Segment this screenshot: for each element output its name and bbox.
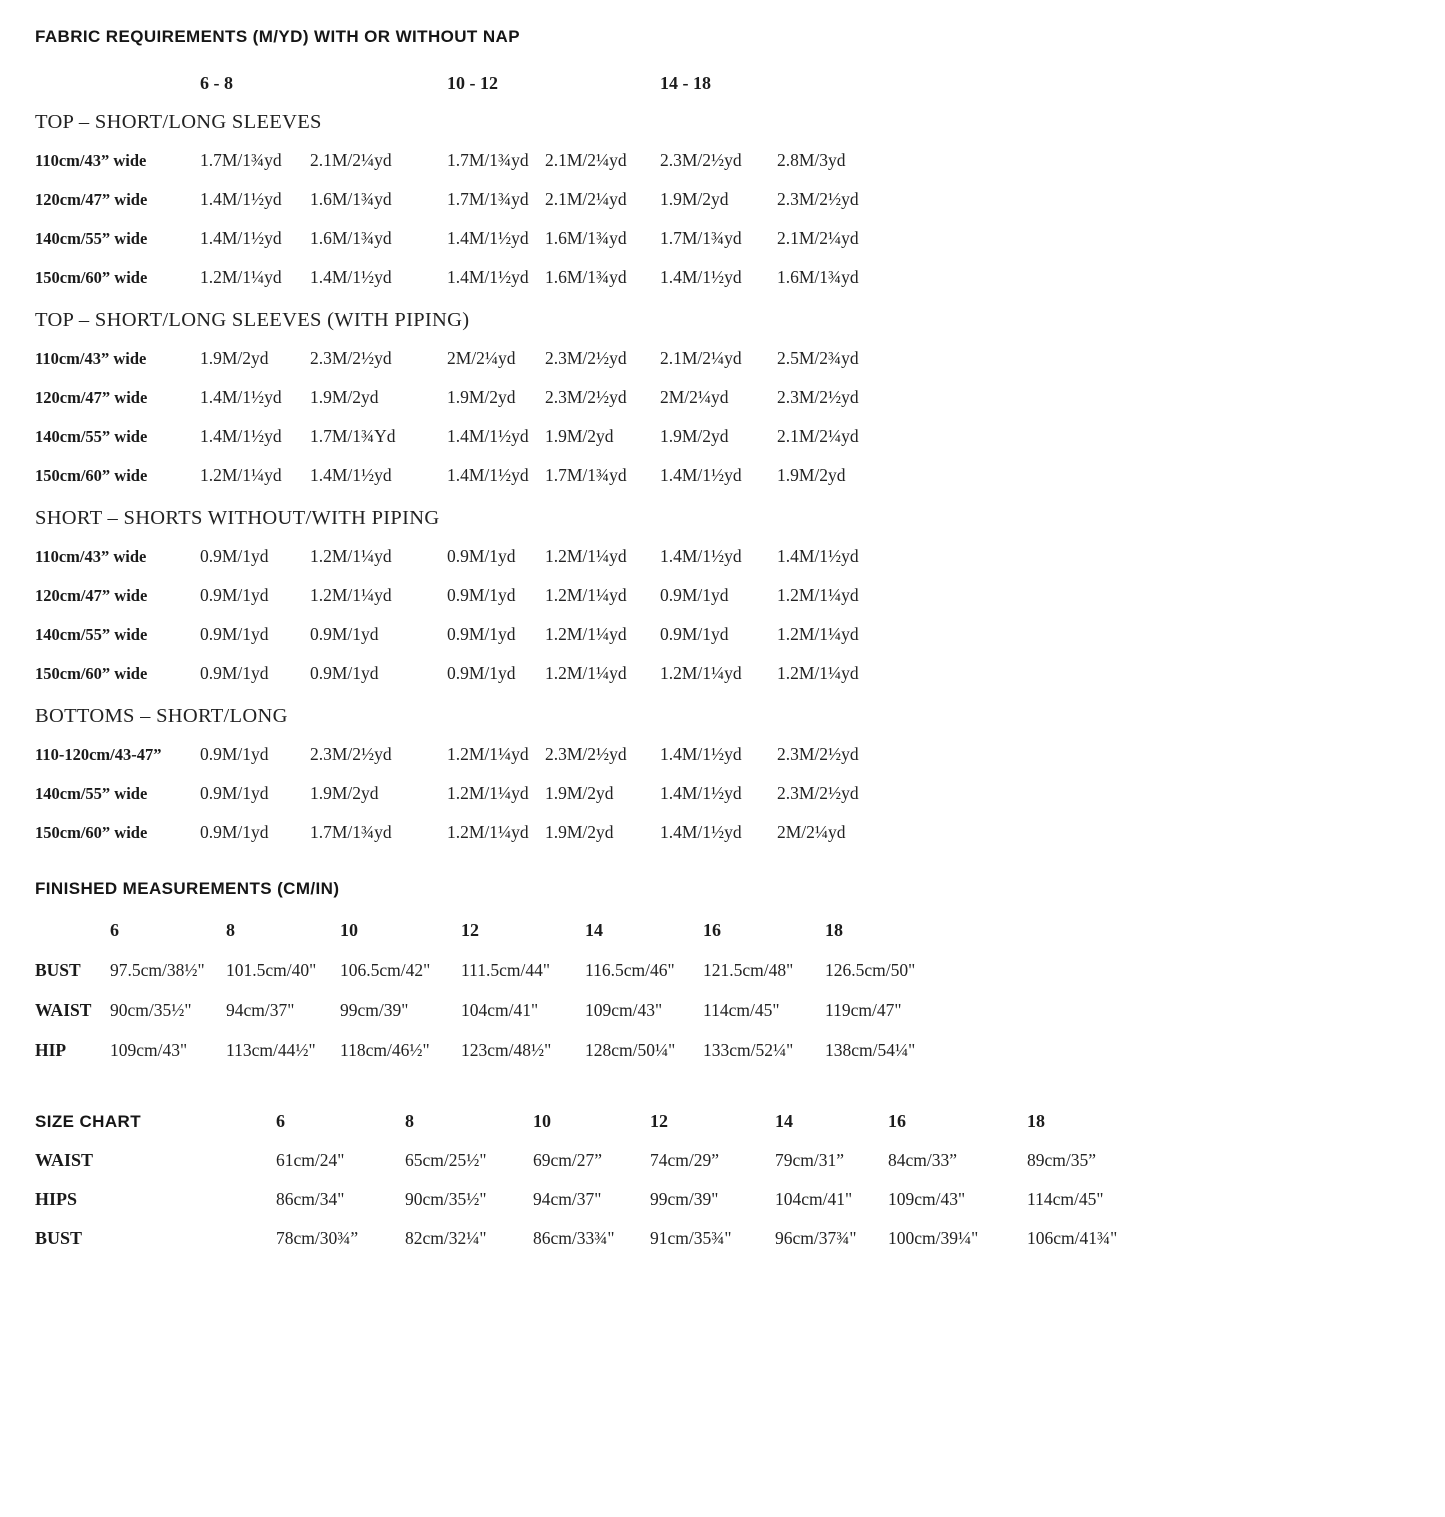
fabric-cell: 0.9M/1yd — [447, 585, 516, 605]
size-chart-header-row — [35, 1102, 1445, 1141]
size-chart-row-label: WAIST — [35, 1150, 94, 1170]
fabric-cell: 2.1M/2¼yd — [777, 426, 859, 446]
fabric-requirements-table — [35, 103, 1445, 852]
size-chart-size-label: 12 — [650, 1111, 668, 1131]
fabric-row-label: 150cm/60” wide — [35, 663, 148, 683]
fabric-cell: 0.9M/1yd — [200, 822, 269, 842]
fabric-cell: 1.4M/1½yd — [777, 546, 859, 566]
fabric-cell: 0.9M/1yd — [447, 624, 516, 644]
size-chart-size-label: 18 — [1027, 1111, 1045, 1131]
fabric-cell: 1.7M/1¾yd — [660, 228, 742, 248]
fm-cell: 116.5cm/46" — [585, 959, 675, 980]
fm-cell: 121.5cm/48" — [703, 959, 794, 980]
fm-cell: 123cm/48½" — [461, 1039, 552, 1060]
fabric-cell: 0.9M/1yd — [447, 546, 516, 566]
fabric-cell: 2.3M/2½yd — [310, 744, 392, 764]
fabric-row — [35, 654, 1445, 693]
fabric-cell: 1.4M/1½yd — [310, 465, 392, 485]
fabric-row-label: 110cm/43” wide — [35, 150, 147, 170]
size-chart-cell: 96cm/37¾" — [775, 1228, 857, 1248]
size-chart-cell: 61cm/24" — [276, 1150, 345, 1170]
fabric-cell: 1.7M/1¾yd — [200, 150, 282, 170]
fabric-cell: 0.9M/1yd — [310, 624, 379, 644]
fm-cell: 99cm/39" — [340, 999, 409, 1020]
fm-row — [35, 950, 1445, 990]
fabric-cell: 1.2M/1¼yd — [545, 585, 627, 605]
fabric-cell: 2.3M/2½yd — [777, 744, 859, 764]
fabric-cell: 1.9M/2yd — [545, 822, 614, 842]
fabric-cell: 2.1M/2¼yd — [777, 228, 859, 248]
fabric-cell: 2.3M/2½yd — [777, 783, 859, 803]
fabric-row-label: 120cm/47” wide — [35, 387, 148, 407]
fabric-row-label: 150cm/60” wide — [35, 822, 148, 842]
fabric-requirements-title: FABRIC REQUIREMENTS (M/YD) WITH OR WITHOUT NAP — [35, 27, 520, 46]
fabric-cell: 0.9M/1yd — [447, 663, 516, 683]
fabric-cell: 1.2M/1¼yd — [660, 663, 742, 683]
fm-row — [35, 1030, 1445, 1070]
fabric-row — [35, 813, 1445, 852]
fm-row — [35, 990, 1445, 1030]
fabric-row — [35, 258, 1445, 297]
fabric-row-label: 140cm/55” wide — [35, 426, 148, 446]
fabric-cell: 1.9M/2yd — [310, 387, 379, 407]
size-chart-row — [35, 1141, 1445, 1180]
fm-cell: 118cm/46½" — [340, 1039, 430, 1060]
fabric-cell: 2.3M/2½yd — [310, 348, 392, 368]
size-chart-cell: 91cm/35¾" — [650, 1228, 732, 1248]
fabric-cell: 1.4M/1½yd — [200, 189, 282, 209]
size-chart-cell: 114cm/45" — [1027, 1189, 1104, 1209]
size-chart-row — [35, 1219, 1445, 1258]
fabric-row-label: 120cm/47” wide — [35, 585, 148, 605]
fabric-row-label: 110cm/43” wide — [35, 546, 147, 566]
fm-cell: 106.5cm/42" — [340, 959, 431, 980]
fabric-cell: 1.9M/2yd — [545, 783, 614, 803]
size-chart-size-label: 8 — [405, 1111, 414, 1131]
size-chart-title: SIZE CHART — [35, 1111, 141, 1131]
fabric-section-title: SHORT – SHORTS WITHOUT/WITH PIPING — [35, 506, 440, 529]
fabric-row — [35, 219, 1445, 258]
fm-cell: 138cm/54¼" — [825, 1039, 916, 1060]
fabric-cell: 0.9M/1yd — [200, 663, 269, 683]
fm-size-label: 14 — [585, 919, 603, 940]
fabric-cell: 1.4M/1½yd — [447, 465, 529, 485]
fabric-cell: 2.3M/2½yd — [545, 387, 627, 407]
fabric-row — [35, 615, 1445, 654]
fabric-cell: 1.2M/1¼yd — [447, 744, 529, 764]
fabric-cell: 1.2M/1¼yd — [447, 783, 529, 803]
fabric-cell: 2.1M/2¼yd — [545, 150, 627, 170]
fabric-cell: 1.2M/1¼yd — [777, 585, 859, 605]
fabric-cell: 1.9M/2yd — [200, 348, 269, 368]
fabric-cell: 1.7M/1¾yd — [447, 150, 529, 170]
size-chart-cell: 84cm/33” — [888, 1150, 958, 1170]
fm-sizes-header-row — [35, 910, 1445, 950]
fabric-cell: 1.7M/1¾yd — [310, 822, 392, 842]
fabric-size-group-header-row — [35, 64, 1445, 103]
fabric-cell: 1.9M/2yd — [310, 783, 379, 803]
finished-measurements-title: FINISHED MEASUREMENTS (CM/IN) — [35, 879, 340, 898]
size-group-10-12: 10 - 12 — [447, 73, 498, 93]
fabric-cell: 1.2M/1¼yd — [545, 663, 627, 683]
size-chart-size-label: 6 — [276, 1111, 285, 1131]
fabric-row — [35, 339, 1445, 378]
fm-size-label: 10 — [340, 919, 358, 940]
fabric-row-label: 110cm/43” wide — [35, 348, 147, 368]
fm-cell: 133cm/52¼" — [703, 1039, 794, 1060]
fabric-cell: 1.9M/2yd — [660, 189, 729, 209]
size-chart-cell: 78cm/30¾” — [276, 1228, 359, 1248]
fm-cell: 109cm/43" — [585, 999, 663, 1020]
fabric-cell: 1.4M/1½yd — [200, 228, 282, 248]
size-chart-cell: 82cm/32¼" — [405, 1228, 487, 1248]
fabric-row — [35, 417, 1445, 456]
fabric-cell: 1.6M/1¾yd — [545, 228, 627, 248]
fabric-cell: 1.4M/1½yd — [660, 822, 742, 842]
fabric-cell: 2.3M/2½yd — [545, 348, 627, 368]
fabric-row — [35, 735, 1445, 774]
fabric-cell: 1.7M/1¾yd — [545, 465, 627, 485]
size-chart-size-label: 14 — [775, 1111, 793, 1131]
fabric-section-title: BOTTOMS – SHORT/LONG — [35, 704, 288, 727]
fabric-cell: 1.6M/1¾yd — [545, 267, 627, 287]
fm-cell: 104cm/41" — [461, 999, 539, 1020]
size-chart-cell: 69cm/27” — [533, 1150, 603, 1170]
fabric-cell: 1.2M/1¼yd — [200, 465, 282, 485]
fabric-cell: 1.4M/1½yd — [200, 426, 282, 446]
fabric-cell: 2.3M/2½yd — [545, 744, 627, 764]
fabric-cell: 1.9M/2yd — [545, 426, 614, 446]
fabric-cell: 1.6M/1¾yd — [310, 189, 392, 209]
fabric-cell: 1.9M/2yd — [777, 465, 846, 485]
fabric-cell: 1.2M/1¼yd — [310, 546, 392, 566]
fabric-row — [35, 378, 1445, 417]
fabric-row — [35, 774, 1445, 813]
fabric-cell: 0.9M/1yd — [310, 663, 379, 683]
fabric-cell: 2.3M/2½yd — [777, 387, 859, 407]
size-chart-row — [35, 1180, 1445, 1219]
fabric-cell: 1.2M/1¼yd — [447, 822, 529, 842]
fabric-cell: 2.3M/2½yd — [660, 150, 742, 170]
fabric-cell: 0.9M/1yd — [200, 585, 269, 605]
size-chart-row-label: BUST — [35, 1228, 83, 1248]
fabric-cell: 2M/2¼yd — [660, 387, 729, 407]
size-chart-cell: 99cm/39" — [650, 1189, 719, 1209]
fabric-row — [35, 456, 1445, 495]
fm-cell: 114cm/45" — [703, 999, 780, 1020]
size-chart-cell: 74cm/29” — [650, 1150, 720, 1170]
fabric-cell: 0.9M/1yd — [200, 624, 269, 644]
fm-cell: 90cm/35½" — [110, 999, 192, 1020]
fabric-row — [35, 537, 1445, 576]
fabric-cell: 1.7M/1¾Yd — [310, 426, 396, 446]
size-chart-cell: 100cm/39¼" — [888, 1228, 979, 1248]
fabric-cell: 2.3M/2½yd — [777, 189, 859, 209]
fabric-row-label: 150cm/60” wide — [35, 267, 148, 287]
size-chart-cell: 90cm/35½" — [405, 1189, 487, 1209]
fabric-cell: 1.4M/1½yd — [660, 267, 742, 287]
fm-cell: 119cm/47" — [825, 999, 902, 1020]
fabric-cell: 1.9M/2yd — [660, 426, 729, 446]
fabric-section-title: TOP – SHORT/LONG SLEEVES (WITH PIPING) — [35, 308, 470, 331]
fabric-cell: 2.1M/2¼yd — [545, 189, 627, 209]
fabric-cell: 0.9M/1yd — [200, 744, 269, 764]
fm-cell: 109cm/43" — [110, 1039, 188, 1060]
size-chart-cell: 94cm/37" — [533, 1189, 602, 1209]
fabric-cell: 2.8M/3yd — [777, 150, 846, 170]
fabric-cell: 1.4M/1½yd — [447, 426, 529, 446]
fabric-row — [35, 141, 1445, 180]
fabric-cell: 0.9M/1yd — [200, 783, 269, 803]
size-chart-cell: 106cm/41¾" — [1027, 1228, 1118, 1248]
fabric-row-label: 140cm/55” wide — [35, 624, 148, 644]
finished-measurements-table — [35, 910, 1445, 1070]
size-chart-cell: 79cm/31” — [775, 1150, 845, 1170]
fabric-cell: 2.5M/2¾yd — [777, 348, 859, 368]
size-group-6-8: 6 - 8 — [200, 73, 233, 93]
finished-measurements-block — [35, 878, 1445, 1070]
fabric-cell: 1.7M/1¾yd — [447, 189, 529, 209]
fm-row-label: WAIST — [35, 999, 92, 1020]
fm-size-label: 8 — [226, 919, 235, 940]
size-chart-cell: 109cm/43" — [888, 1189, 966, 1209]
fabric-cell: 1.4M/1½yd — [660, 465, 742, 485]
size-chart-cell: 89cm/35” — [1027, 1150, 1097, 1170]
fabric-cell: 1.2M/1¼yd — [545, 624, 627, 644]
size-chart-table — [35, 1102, 1445, 1258]
fabric-cell: 1.4M/1½yd — [447, 228, 529, 248]
fm-cell: 126.5cm/50" — [825, 959, 916, 980]
fm-row-label: BUST — [35, 959, 81, 980]
fm-size-label: 12 — [461, 919, 479, 940]
fabric-cell: 1.4M/1½yd — [660, 546, 742, 566]
fabric-row-label: 140cm/55” wide — [35, 783, 148, 803]
fabric-section-title: TOP – SHORT/LONG SLEEVES — [35, 110, 322, 133]
fabric-cell: 1.4M/1½yd — [660, 744, 742, 764]
size-chart-cell: 104cm/41" — [775, 1189, 853, 1209]
fabric-row-label: 110-120cm/43-47” — [35, 744, 162, 764]
fm-row-label: HIP — [35, 1039, 67, 1060]
fm-cell: 101.5cm/40" — [226, 959, 317, 980]
size-chart-block — [35, 1102, 1445, 1258]
fabric-row-label: 150cm/60” wide — [35, 465, 148, 485]
fabric-cell: 2M/2¼yd — [777, 822, 846, 842]
fabric-cell: 1.2M/1¼yd — [200, 267, 282, 287]
fabric-cell: 2M/2¼yd — [447, 348, 516, 368]
fabric-cell: 1.2M/1¼yd — [777, 624, 859, 644]
fm-size-label: 18 — [825, 919, 843, 940]
fabric-cell: 1.4M/1½yd — [447, 267, 529, 287]
fm-cell: 128cm/50¼" — [585, 1039, 676, 1060]
fm-size-label: 6 — [110, 919, 119, 940]
fabric-cell: 0.9M/1yd — [200, 546, 269, 566]
fm-cell: 94cm/37" — [226, 999, 295, 1020]
fabric-cell: 1.6M/1¾yd — [310, 228, 392, 248]
size-chart-size-label: 16 — [888, 1111, 906, 1131]
fabric-row-label: 140cm/55” wide — [35, 228, 148, 248]
size-chart-cell: 86cm/34" — [276, 1189, 345, 1209]
fabric-cell: 1.2M/1¼yd — [777, 663, 859, 683]
fabric-cell: 1.2M/1¼yd — [310, 585, 392, 605]
size-chart-row-label: HIPS — [35, 1189, 78, 1209]
fabric-cell: 1.4M/1½yd — [660, 783, 742, 803]
fabric-cell: 2.1M/2¼yd — [660, 348, 742, 368]
fabric-cell: 1.9M/2yd — [447, 387, 516, 407]
fabric-cell: 2.1M/2¼yd — [310, 150, 392, 170]
fabric-cell: 1.4M/1½yd — [200, 387, 282, 407]
fabric-cell: 0.9M/1yd — [660, 585, 729, 605]
fabric-cell: 0.9M/1yd — [660, 624, 729, 644]
fm-cell: 97.5cm/38½" — [110, 959, 205, 980]
fabric-row — [35, 180, 1445, 219]
fm-cell: 113cm/44½" — [226, 1039, 316, 1060]
size-group-14-18: 14 - 18 — [660, 73, 711, 93]
fabric-cell: 1.6M/1¾yd — [777, 267, 859, 287]
fm-size-label: 16 — [703, 919, 721, 940]
size-chart-size-label: 10 — [533, 1111, 551, 1131]
size-chart-cell: 65cm/25½" — [405, 1150, 487, 1170]
size-chart-cell: 86cm/33¾" — [533, 1228, 615, 1248]
fabric-cell: 1.4M/1½yd — [310, 267, 392, 287]
fabric-row-label: 120cm/47” wide — [35, 189, 148, 209]
fm-cell: 111.5cm/44" — [461, 959, 550, 980]
fabric-row — [35, 576, 1445, 615]
fabric-cell: 1.2M/1¼yd — [545, 546, 627, 566]
